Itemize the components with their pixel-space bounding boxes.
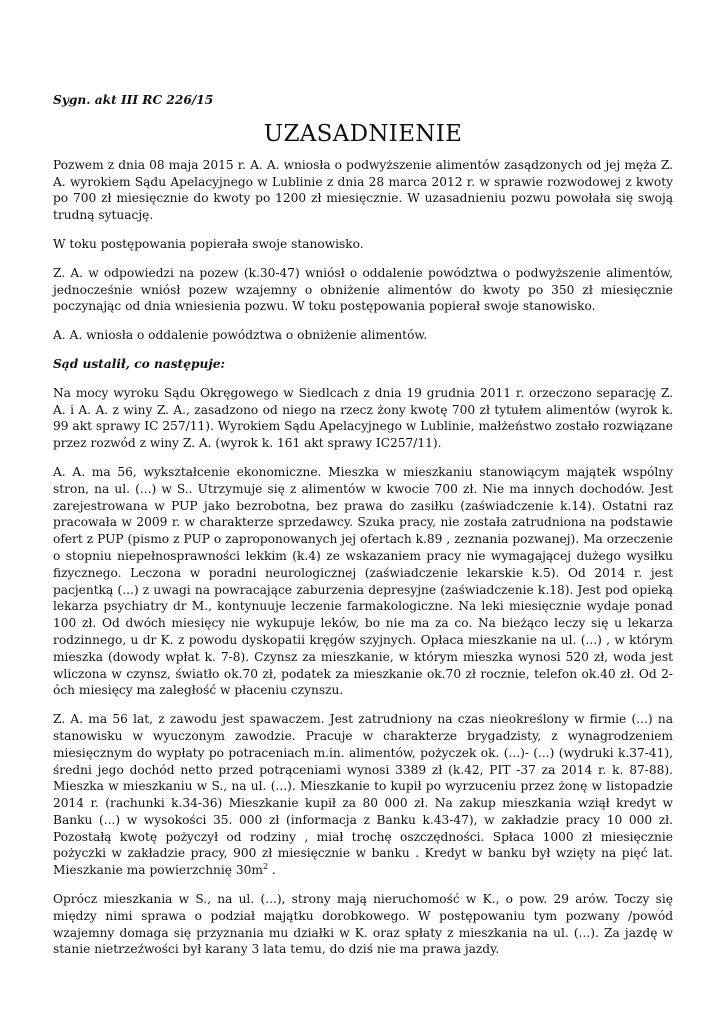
square-superscript: 2 bbox=[262, 862, 269, 872]
defendant-text: Z. A. ma 56 lat, z zawodu jest spawaczem. Jest zatrudniony na czas nieokreślony w firmie (...) na stanowisku w wyuczonym zawodzie. Pracuje w charakterze brygadzisty, z wynagrodzeniem miesięcznym do wypłaty po potraceniach m.in. alimentów, pożyczek ok. (...)- (...) (wydruki k.37-41), średni jego dochód netto przed potrąceniami wynosi 3389 zł (k.42, PIT -37 za 2014 r. k. 87-88). Mieszka w mieszkaniu w S., na ul. (...). Mieszkanie to kupił po wyrzuceniu przez żonę w listopadzie 2014 r. (rachunki k.34-36) Mieszkanie kupił za 80 000 zł. Na zakup mieszkania wziął kredyt w Banku (...) w wysokości 35. 000 zł (informacja z Banku k.43-47), w zakładzie pracy 10 000 zł. Pozostałą kwotę pożyczył od rodziny , miał trochę oszczędności. Spłaca 1000 zł miesięcznie pożyczki w zakładzie pracy, 900 zł miesięcznie w banku . Kredyt w banku był wzięty na pięć lat. Mieszkanie ma powierzchnię 30m bbox=[53, 712, 673, 878]
paragraph-defendant-situation bbox=[53, 711, 673, 879]
paragraph-claim: Pozwem z dnia 08 maja 2015 r. A. A. wniosła o podwyższenie alimentów zasądzonych od jej męża Z. A. wyrokiem Sądu Apelacyjnego w Lublinie z dnia 28 marca 2012 r. w sprawie rozwodowej z kwoty po 700 zł miesięcznie do kwoty po 1200 zł miesięcznie. W uzasadnieniu pozwu powołała się swoją trudną sytuację. bbox=[53, 157, 673, 223]
section-subheading: Sąd ustalił, co następuje: bbox=[53, 356, 225, 371]
case-signature: Sygn. akt III RC 226/15 bbox=[53, 93, 214, 107]
paragraph-property: Oprócz mieszkania w S., na ul. (...), strony mają nieruchomość w K., o pow. 29 arów. Toczy się między nimi sprawa o podział majątku dorobkowego. W postępowaniu tym pozwany /powód wzajemny domaga się przyznania mu działki w K. oraz spłaty z mieszkania na ul. (...). Za jazdę w stanie nietrzeźwości był karany 3 lata temu, do dziś nie ma prawa jazdy. bbox=[53, 892, 673, 957]
page-title: UZASADNIENIE bbox=[263, 120, 463, 147]
paragraph-counterclaim-response: A. A. wniosła o oddalenie powództwa o obniżenie alimentów. bbox=[53, 328, 428, 343]
paragraph-proceedings: W toku postępowania popierała swoje stanowisko. bbox=[53, 236, 364, 251]
document-page bbox=[53, 92, 673, 958]
paragraph-separation: Na mocy wyroku Sądu Okręgowego w Siedlcach z dnia 19 grudnia 2011 r. orzeczono separację Z. A. i A. A. z winy Z. A., zasadzono od niego na rzecz żony kwotę 700 zł tytułem alimentów (wyrok k. 99 akt sprawy IC 257/11). Wyrokiem Sądu Apelacyjnego w Lublinie, małżeństwo zostało rozwiązane przez rozwód z winy Z. A. (wyrok k. 161 akt sprawy IC257/11). bbox=[53, 385, 673, 451]
paragraph-response: Z. A. w odpowiedzi na pozew (k.30-47) wniósł o oddalenie powództwa o podwyższenie alimentów, jednocześnie wniósł pozew wzajemny o obniżenie alimentów do kwoty po 350 zł miesięcznie poczynając od dnia wniesienia pozwu. W toku postępowania popierał swoje stanowisko. bbox=[53, 265, 673, 314]
paragraph-plaintiff-situation: A. A. ma 56, wykształcenie ekonomiczne. Mieszka w mieszkaniu stanowiącym majątek wspólny stron, na ul. (...) w S.. Utrzymuje się z alimentów w kwocie 700 zł. Nie ma innych dochodów. Jest zarejestrowana w PUP jako bezrobotna, bez prawa do zasiłku (zaświadczenie k.14). Ostatni raz pracowała w 2009 r. w charakterze sprzedawcy. Szuka pracy, nie została zatrudniona na podstawie ofert z PUP (pismo z PUP o zaproponowanych jej ofertach k.89 , zeznania pozwanej). Ma orzeczenie o stopniu niepełnosprawności lekkim (k.4) ze wskazaniem pracy nie wymagającej dużego wysiłku fizycznego. Leczona w poradni neurologicznej (zaświadczenie lekarskie k.5). Od 2014 r. jest pacjentką (...) z uwagi na powracające zaburzenia depresyjne (zaświadczenie k.18). Jest pod opieką lekarza psychiatry dr M., kontynuuje leczenie farmakologiczne. Na leki miesięcznie wydaje ponad 100 zł. Od dwóch miesięcy nie wykupuje leków, bo nie ma za co. Na bieżąco leczy się u lekarza rodzinnego, u dr K. z powodu dyskopatii kręgów szyjnych. Opłaca mieszkanie na ul. (...) , w którym mieszka (dowody wpłat k. 7-8). Czynsz za mieszkanie, w którym mieszka wynosi 520 zł, woda jest wliczona w czynsz, światło ok.70 zł, podatek za mieszkanie ok.70 zł rocznie, telefon ok.40 zł. Od 2-óch miesięcy ma zaległość w płaceniu czynszu. bbox=[53, 464, 673, 698]
defendant-text-end: . bbox=[268, 863, 276, 878]
